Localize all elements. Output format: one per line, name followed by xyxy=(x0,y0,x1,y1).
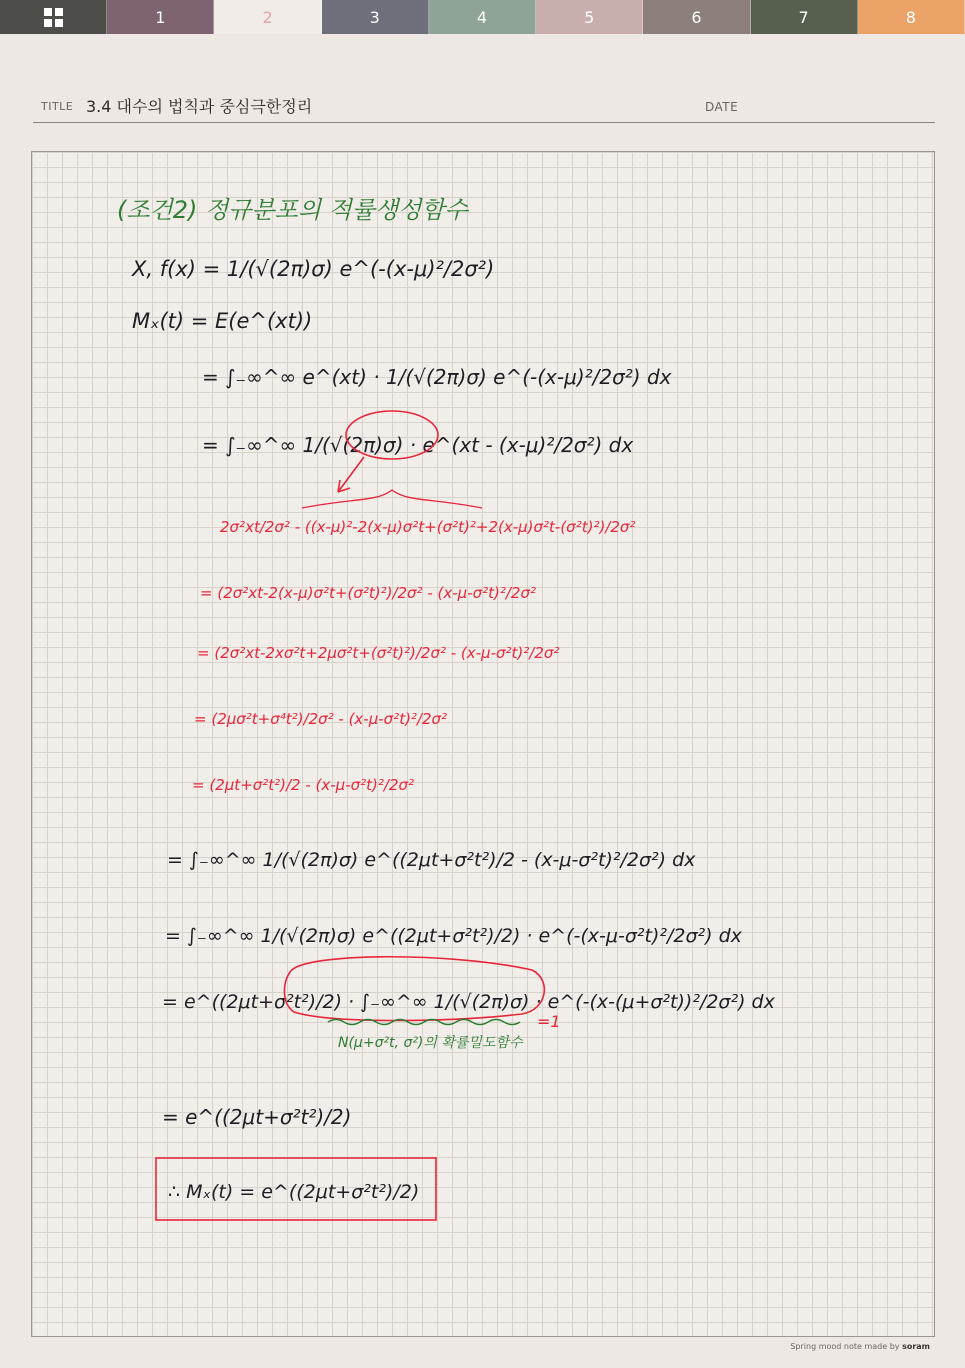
tab-3[interactable]: 3 xyxy=(322,0,429,34)
equals-one: =1 xyxy=(537,1012,561,1031)
step4: = ∫₋∞^∞ 1/(√(2π)σ) e^((2μt+σ²t²)/2) · e^(-(x-μ-σ²t)²/2σ²) dx xyxy=(165,925,742,947)
grid-icon xyxy=(44,8,63,27)
expand4: = (2μσ²t+σ⁴t²)/2σ² - (x-μ-σ²t)²/2σ² xyxy=(194,710,448,728)
section-tabs xyxy=(0,0,965,34)
step5: = e^((2μt+σ²t²)/2) · ∫₋∞^∞ 1/(√(2π)σ) · e^(-(x-(μ+σ²t))²/2σ²) dx xyxy=(162,991,775,1013)
tab-1[interactable]: 1 xyxy=(107,0,214,34)
def-fx: X, f(x) = 1/(√(2π)σ) e^(-(x-μ)²/2σ²) xyxy=(132,257,495,281)
tab-4[interactable]: 4 xyxy=(429,0,536,34)
grid-paper xyxy=(31,151,935,1337)
step3: = ∫₋∞^∞ 1/(√(2π)σ) e^((2μt+σ²t²)/2 - (x-μ-σ²t)²/2σ²) dx xyxy=(167,849,696,871)
expand5: = (2μt+σ²t²)/2 - (x-μ-σ²t)²/2σ² xyxy=(192,776,415,794)
page-title: 3.4 대수의 법칙과 중심극한정리 xyxy=(86,97,313,116)
tab-2[interactable]: 2 xyxy=(214,0,321,34)
mgf-def: Mₓ(t) = E(e^(xt)) xyxy=(132,309,313,333)
tab-8[interactable]: 8 xyxy=(858,0,965,34)
handwriting-layer xyxy=(32,152,934,1336)
result: ∴ Mₓ(t) = e^((2μt+σ²t²)/2) xyxy=(168,1181,420,1203)
footer-credit xyxy=(790,1342,930,1351)
title-label: TITLE xyxy=(41,100,74,113)
expand1: 2σ²xt/2σ² - ((x-μ)²-2(x-μ)σ²t+(σ²t)²+2(x-μ)σ²t-(σ²t)²)/2σ² xyxy=(220,518,636,536)
page-header xyxy=(33,92,935,123)
tab-7[interactable]: 7 xyxy=(751,0,858,34)
expand3: = (2σ²xt-2xσ²t+2μσ²t+(σ²t)²)/2σ² - (x-μ-σ²t)²/2σ² xyxy=(197,644,560,662)
footer-author: soram xyxy=(902,1342,930,1351)
date-label: DATE xyxy=(705,100,739,114)
notes-heading: (조건2) 정규분포의 적률생성함수 xyxy=(117,196,468,224)
brace xyxy=(302,490,482,508)
grid-menu-button[interactable] xyxy=(0,0,107,34)
step1: = ∫₋∞^∞ e^(xt) · 1/(√(2π)σ) e^(-(x-μ)²/2σ²) dx xyxy=(202,365,672,389)
footer-prefix: Spring mood note made by xyxy=(790,1342,900,1351)
step2: = ∫₋∞^∞ 1/(√(2π)σ) · e^(xt - (x-μ)²/2σ²) dx xyxy=(202,433,634,457)
tab-6[interactable]: 6 xyxy=(643,0,750,34)
step6: = e^((2μt+σ²t²)/2) xyxy=(162,1105,352,1129)
tab-5[interactable]: 5 xyxy=(536,0,643,34)
arrow xyxy=(338,457,364,492)
pdf-note: N(μ+σ²t, σ²)의 확률밀도함수 xyxy=(338,1035,523,1051)
expand2: = (2σ²xt-2(x-μ)σ²t+(σ²t)²)/2σ² - (x-μ-σ²t)²/2σ² xyxy=(200,584,536,602)
